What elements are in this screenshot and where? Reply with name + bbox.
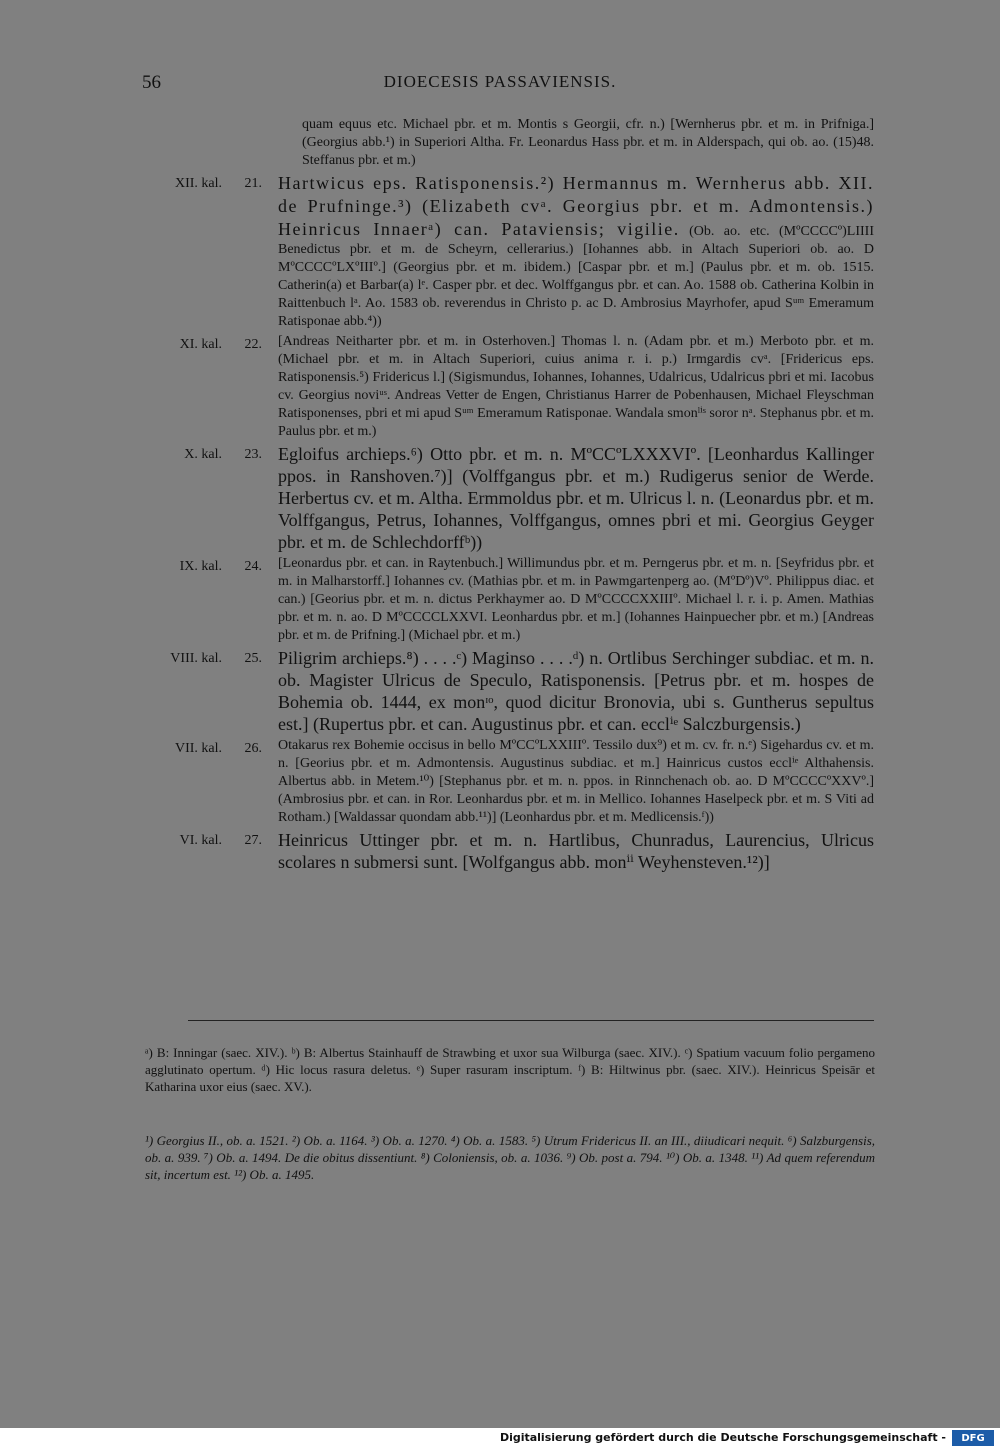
day-number: 25. bbox=[244, 651, 262, 666]
day-number: 23. bbox=[244, 447, 262, 462]
entry-text: Egloifus archieps.⁶) Otto pbr. et m. n. MºCCºLXXXVIº. [Leonhardus Kallinger ppos. in Ranshoven.⁷)] (Volffgangus pbr. et m.) Rudigerus senior de Werde. Herbertus cv. et m. Altha. Ermmoldus pbr. et m. Ulricus l. n. (Leonardus pbr. et m. Volffgangus, Petrus, Iohannes, Volffgangus, omnes pbri et mi. Georgius Geyger pbr. et m. de Schlechdorffᵇ)) bbox=[278, 444, 874, 552]
footnote-divider bbox=[188, 1020, 874, 1021]
source-footnotes: ¹) Georgius II., ob. a. 1521. ²) Ob. a. 1164. ³) Ob. a. 1270. ⁴) Ob. a. 1583. ⁵) Utrum Fridericus II. an III., diiudicari nequit. ⁶) Salzburgensis, ob. a. 939. ⁷) Ob. a. 1494. De die obitus dissentiunt. ⁸) Coloniensis, ob. a. 1036. ⁹) Ob. post a. 794. ¹⁰) Ob. a. 1348. ¹¹) Ad quem referendum sit, incertum est. ¹²) Ob. a. 1495. bbox=[145, 1133, 875, 1182]
entry-text: Otakarus rex Bohemie occisus in bello MºCCºLXXIIIº. Tessilo dux⁹) et m. cv. fr. n.ᵉ) Sigehardus cv. et m. n. [Georius pbr. et m. Admontensis. Augustinus subdiac. et m.] Hainricus custos ecclⁱᵉ Althahensis. Albertus abb. in Metem.¹⁰) [Stephanus pbr. et m. n. ppos. in Rinnchenach ob. ao. D MºCCCCºXXVº.] (Ambrosius pbr. et can. in Ror. Leonhardus pbr. et m. in Mellico. Iohannes Haselpeck pbr. et m. S Viti ad Rotham.) [Waldassar quondam abb.¹¹)] (Leonhardus pbr. et m. Medlicensis.ᶠ)) bbox=[278, 738, 874, 825]
kalends-label: VII. kal. bbox=[174, 741, 222, 756]
digitization-footer bbox=[0, 1428, 1000, 1449]
entry-continuation bbox=[0, 116, 1000, 170]
kalends-label: IX. kal. bbox=[179, 559, 222, 574]
day-number: 24. bbox=[244, 559, 262, 574]
funding-banner: Digitalisierung gefördert durch die Deutsche Forschungsgemeinschaft - bbox=[499, 1431, 946, 1444]
entry-24 bbox=[0, 555, 1000, 645]
entry-21 bbox=[0, 172, 1000, 331]
entry-text: [Leonardus pbr. et can. in Raytenbuch.] Willimundus pbr. et m. Perngerus pbr. et m. n. [Seyfridus pbr. et m. in Malharstorff.] Iohannes cv. (Mathias pbr. et m. in Pawmgartenperg ao. (MºDº)Vº. Philippus diac. et can.) [Georius pbr. et m. n. dictus Perkhaymer ao. D MºCCCCXXIIIº. Michael l. r. i. p. Amen. Mathias pbr. et m. n. ao. D MºCCCCLXXVI. Leonhardus pbr. et m.] (Iohannes Hainpuecher pbr. et m.) [Andreas pbr. et m. de Prifning.] (Michael pbr. et m.) bbox=[278, 556, 874, 643]
kalends-label: XI. kal. bbox=[179, 337, 222, 352]
entry-body bbox=[278, 172, 874, 331]
kalends-label: VI. kal. bbox=[179, 833, 222, 848]
day-number: 21. bbox=[244, 176, 262, 191]
apparatus-footnotes: ᵃ) B: Inningar (saec. XIV.). ᵇ) B: Albertus Stainhauff de Strawbing et uxor sua Wilburga (saec. XIV.). ᶜ) Spatium vacuum folio pergameno agglutinato opertum. ᵈ) Hic locus rasura deletus. ᵉ) Super rasuram inscriptum. ᶠ) B: Hiltwinus pbr. (saec. XIV.). Heinricus Speisār et Katharina uxor eius (saec. XV.). bbox=[145, 1045, 875, 1094]
entry-26 bbox=[0, 737, 1000, 827]
entry-text: [Andreas Neitharter pbr. et m. in Osterhoven.] Thomas l. n. (Adam pbr. et m.) Merboto pbr. et m. (Michael pbr. et m. in Altach Superiori, cuius anima r. i. p.) Irmgardis cvᵃ. [Fridericus eps. Ratisponensis.⁵) Fridericus l.] (Sigismundus, Iohannes, Iohannes, Udalricus, Udalricus pbri et mi. Iacobus cv. Georgius noviᵘˢ. Andreas Vetter de Engen, Christianus Harrer de Pobenhausen, Michael Fleyschman Ratisponenses, pbri et mi apud Sᵘᵐ Emeramum Ratisponae. Wandala smonˡⁱˢ soror nᵃ. Stephanus pbr. et m. Paulus pbr. et m.) bbox=[278, 334, 874, 439]
entry-text: Heinricus Uttinger pbr. et m. n. Hartlibus, Chunradus, Laurencius, Ulricus scolares n submersi sunt. [Wolfgangus abb. monⁱⁱ Weyhensteven.¹²)] bbox=[278, 830, 874, 872]
necrology-entries bbox=[0, 116, 1000, 875]
kalends-label: VIII. kal. bbox=[170, 651, 222, 666]
entry-23 bbox=[0, 443, 1000, 553]
page-number: 56 bbox=[142, 72, 161, 93]
entry-lead-text: Hartwicus eps. Ratisponensis.²) Hermannus m. Wernherus abb. XII. de Prufninge.³) (Elizabeth cvᵃ. Georgius pbr. et m. Admontensis.) Heinricus Innaerᵃ) can. Pataviensis; vigilie. bbox=[278, 173, 874, 239]
entry-text: Piligrim archieps.⁸) . . . .ᶜ) Maginso . . . .ᵈ) n. Ortlibus Serchinger subdiac. et m. n. ob. Magister Ulricus de Speculo, Ratisponensis. [Petrus pbr. et m. hospes de Bohemia ob. 1444, ex monᶦᵒ, quod dicitur Bronovia, ubi s. Guntherus sepultus est.] (Rupertus pbr. et can. Augustinus pbr. et can. ecclⁱᵉ Salczburgensis.) bbox=[278, 648, 874, 734]
entry-text: quam equus etc. Michael pbr. et m. Montis s Georgii, cfr. n.) [Wernherus pbr. et m. in Prifniga.] (Georgius abb.¹) in Superiori Altha. Fr. Leonardus Hass pbr. et m. in Alderspach, qui ob. ao. (15)48. Steffanus pbr. et m.) bbox=[302, 117, 874, 168]
running-title: DIOECESIS PASSAVIENSIS. bbox=[383, 72, 617, 91]
entry-text: (Ob. ao. etc. (MºCCCCº)LIIII Benedictus pbr. et m. de Scheyrn, cellerarius.) [Iohannes abb. in Altach Superiori ob. ao. D MºCCCCºLXºIIIº.] (Georgius pbr. et m. ibidem.) [Caspar pbr. et m.] (Paulus pbr. et m. ob. 1515. Catherin(a) et Barbar(a) lᵉ. Casper pbr. et dec. Wolffgangus pbr. et can. Ao. 1588 ob. Catherina Kolbin in Raittenbuch lᵃ. Ao. 1583 ob. reverendus in Christo p. ac D. Ambrosius Mayrhofer, apud Sᵘᵐ Emeramum Ratisponae abb.⁴)) bbox=[278, 224, 875, 329]
day-number: 22. bbox=[244, 337, 262, 352]
day-number: 26. bbox=[244, 741, 262, 756]
running-header bbox=[0, 72, 1000, 102]
entry-27 bbox=[0, 829, 1000, 873]
entry-22 bbox=[0, 333, 1000, 441]
kalends-label: XII. kal. bbox=[174, 176, 222, 191]
kalends-label: X. kal. bbox=[184, 447, 222, 462]
day-number: 27. bbox=[244, 833, 262, 848]
dfg-logo-icon: DFG bbox=[952, 1430, 994, 1446]
entry-25 bbox=[0, 647, 1000, 735]
